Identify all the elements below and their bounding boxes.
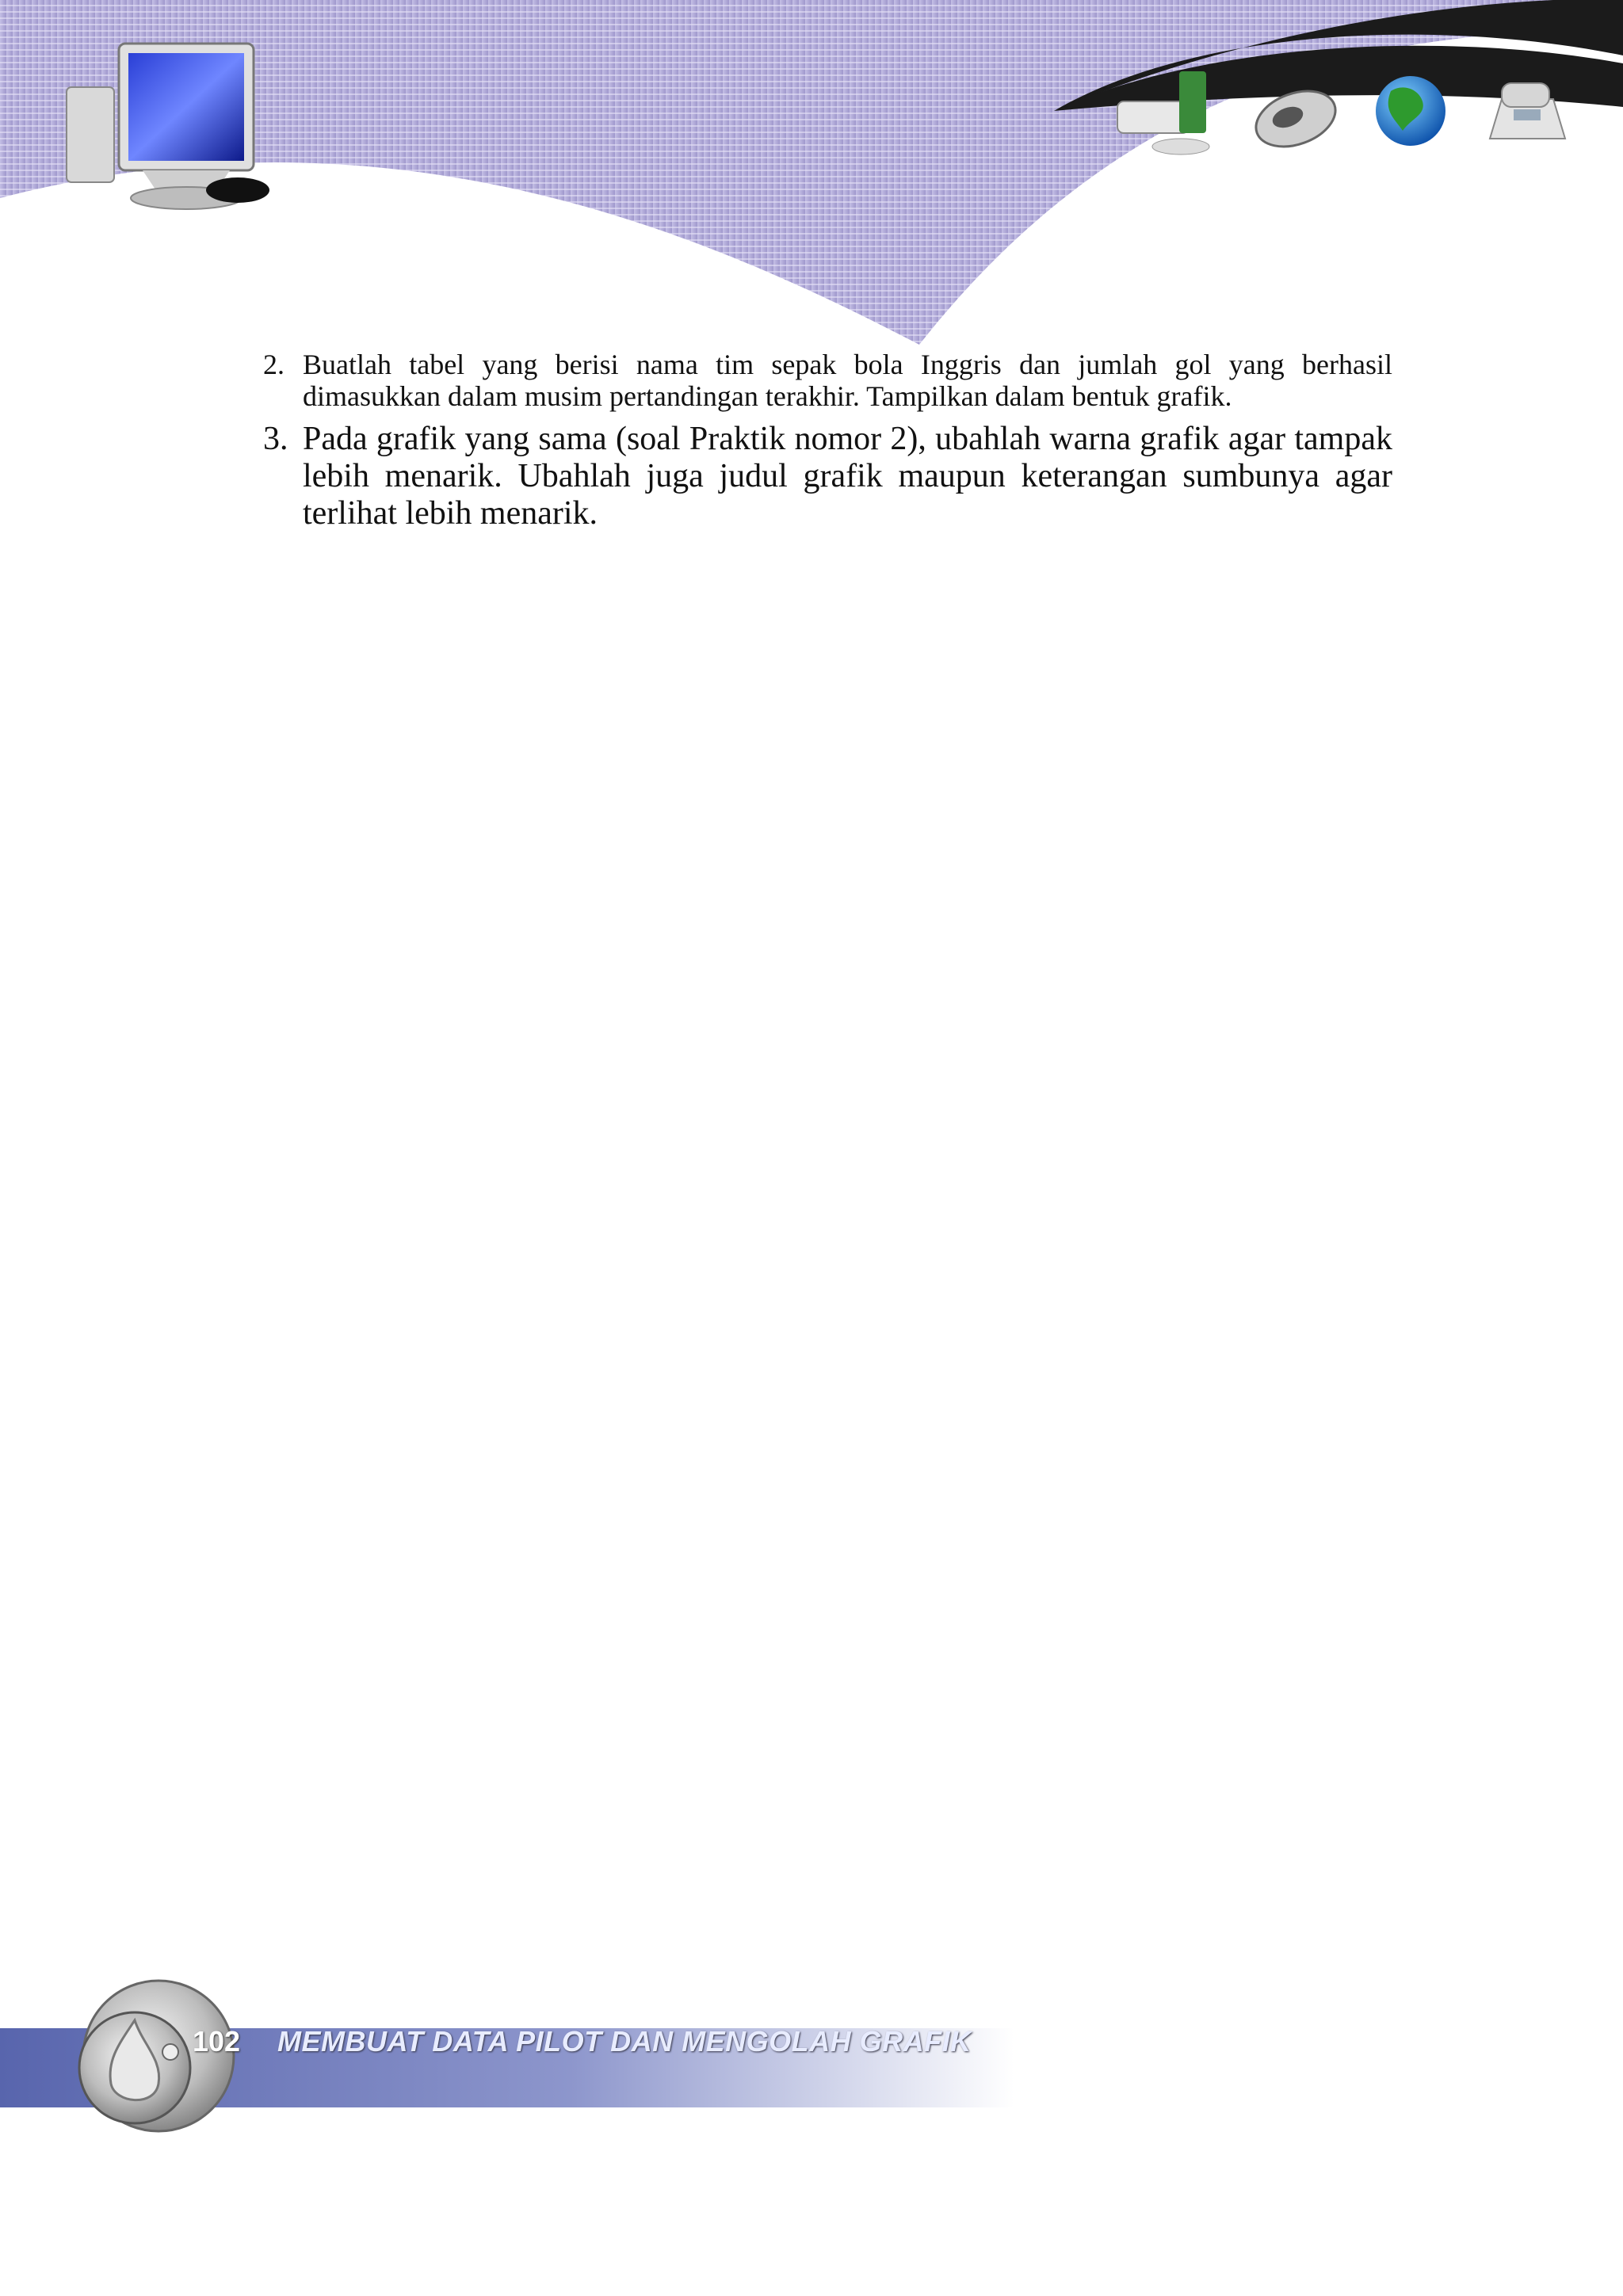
chapter-title: MEMBUAT DATA PILOT DAN MENGOLAH GRAFIK	[277, 2025, 972, 2058]
list-item	[263, 421, 1392, 532]
item-number: 3.	[263, 420, 288, 457]
list-item	[263, 349, 1392, 413]
globe-icon	[1376, 76, 1445, 146]
page-number: 102	[193, 2025, 241, 2058]
exercise-list	[263, 349, 1392, 532]
item-text: Buatlah tabel yang berisi nama tim sepak bola Inggris dan jumlah gol yang berhasil dimasukkan dalam musim pertandingan terakhir. Tampilkan dalam bentuk grafik.	[303, 349, 1392, 413]
item-text: Pada grafik yang sama (soal Praktik nomor 2), ubahlah warna grafik agar tampak lebih menarik. Ubahlah juga judul grafik maupun keterangan sumbunya agar terlihat lebih menarik.	[303, 420, 1392, 532]
footer-decoration	[0, 1965, 1623, 2155]
item-number: 2.	[263, 349, 285, 380]
header-decoration	[0, 0, 1623, 349]
